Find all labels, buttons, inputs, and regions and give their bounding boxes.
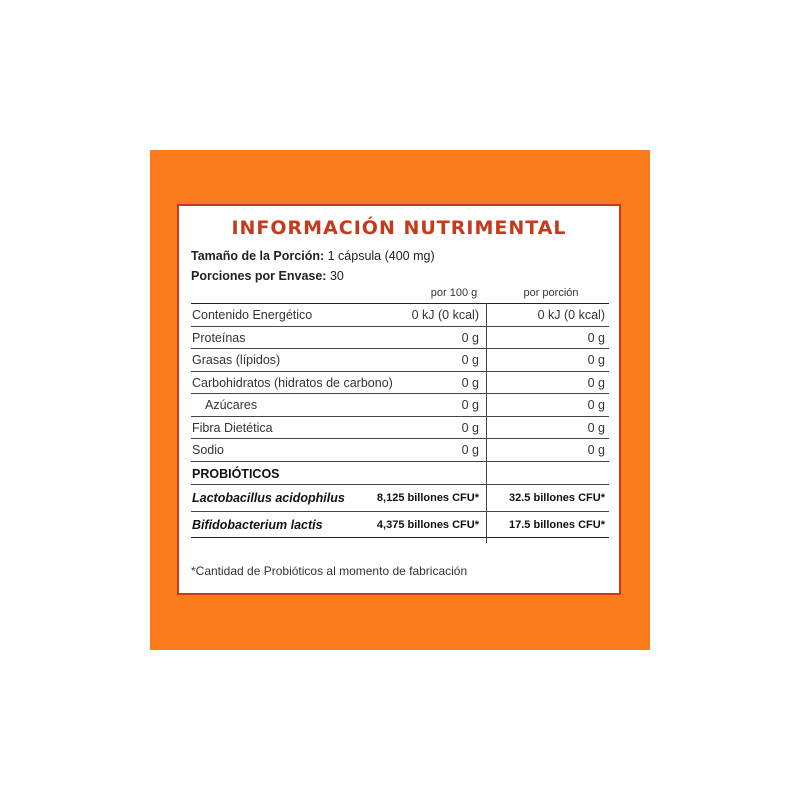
probiotics-heading-row — [191, 461, 609, 484]
nutrient-name: Carbohidratos (hidratos de carbono) — [192, 375, 393, 390]
nutrient-value-per-100g: 0 g — [461, 375, 479, 390]
label-title: INFORMACIÓN NUTRIMENTAL — [231, 217, 567, 239]
table-row — [191, 348, 609, 371]
probiotic-name: Bifidobacterium lactis — [192, 517, 323, 532]
column-header-per-serving: por porción — [523, 287, 579, 299]
nutrient-value-per-serving: 0 g — [587, 398, 605, 412]
nutrient-value-per-100g: 0 g — [461, 330, 479, 345]
probiotic-name: Lactobacillus acidophilus — [192, 490, 345, 505]
nutrient-name: Proteínas — [192, 330, 246, 345]
table-row — [191, 416, 609, 439]
table-row — [191, 393, 609, 416]
table-row — [191, 438, 609, 461]
nutrient-name: Azúcares — [205, 398, 258, 412]
nutrition-label — [177, 204, 621, 595]
nutrient-value-per-100g: 0 g — [461, 420, 479, 435]
serving-size-label: Tamaño de la Porción: — [191, 249, 325, 263]
nutrient-value-per-100g: 0 g — [461, 398, 479, 412]
nutrient-name: Contenido Energético — [192, 308, 313, 322]
probiotic-value-per-serving: 17.5 billones CFU* — [509, 518, 605, 531]
nutrient-value-per-serving: 0 g — [587, 420, 605, 435]
nutrient-value-per-100g: 0 g — [461, 353, 479, 367]
nutrient-value-per-100g: 0 kJ (0 kcal) — [411, 308, 479, 322]
servings-per-container — [191, 269, 344, 283]
nutrient-value-per-serving: 0 kJ (0 kcal) — [537, 308, 605, 322]
serving-size — [191, 249, 435, 263]
table-row — [191, 511, 609, 538]
nutrient-table — [191, 303, 609, 538]
table-row — [191, 326, 609, 349]
serving-size-value: 1 cápsula (400 mg) — [327, 249, 435, 263]
nutrient-name: Sodio — [192, 443, 224, 457]
nutrient-name: Fibra Dietética — [192, 420, 273, 435]
nutrient-value-per-serving: 0 g — [587, 443, 605, 457]
probiotic-value-per-100g: 4,375 billones CFU* — [376, 518, 479, 531]
probiotics-heading: PROBIÓTICOS — [192, 466, 280, 481]
nutrient-name: Grasas (lípidos) — [192, 353, 281, 367]
table-row — [191, 303, 609, 326]
column-header-per-100g: por 100 g — [430, 287, 478, 299]
footnote: *Cantidad de Probióticos al momento de fabricación — [191, 564, 468, 578]
nutrient-value-per-serving: 0 g — [587, 375, 605, 390]
servings-per-container-value: 30 — [329, 269, 344, 283]
nutrient-value-per-serving: 0 g — [587, 330, 605, 345]
nutrient-value-per-serving: 0 g — [587, 353, 605, 367]
table-row — [191, 371, 609, 394]
probiotic-value-per-serving: 32.5 billones CFU* — [509, 491, 605, 504]
column-divider — [486, 303, 487, 543]
probiotic-value-per-100g: 8,125 billones CFU* — [376, 491, 479, 504]
table-row — [191, 484, 609, 511]
servings-per-container-label: Porciones por Envase: — [191, 269, 327, 283]
nutrient-value-per-100g: 0 g — [461, 443, 479, 457]
